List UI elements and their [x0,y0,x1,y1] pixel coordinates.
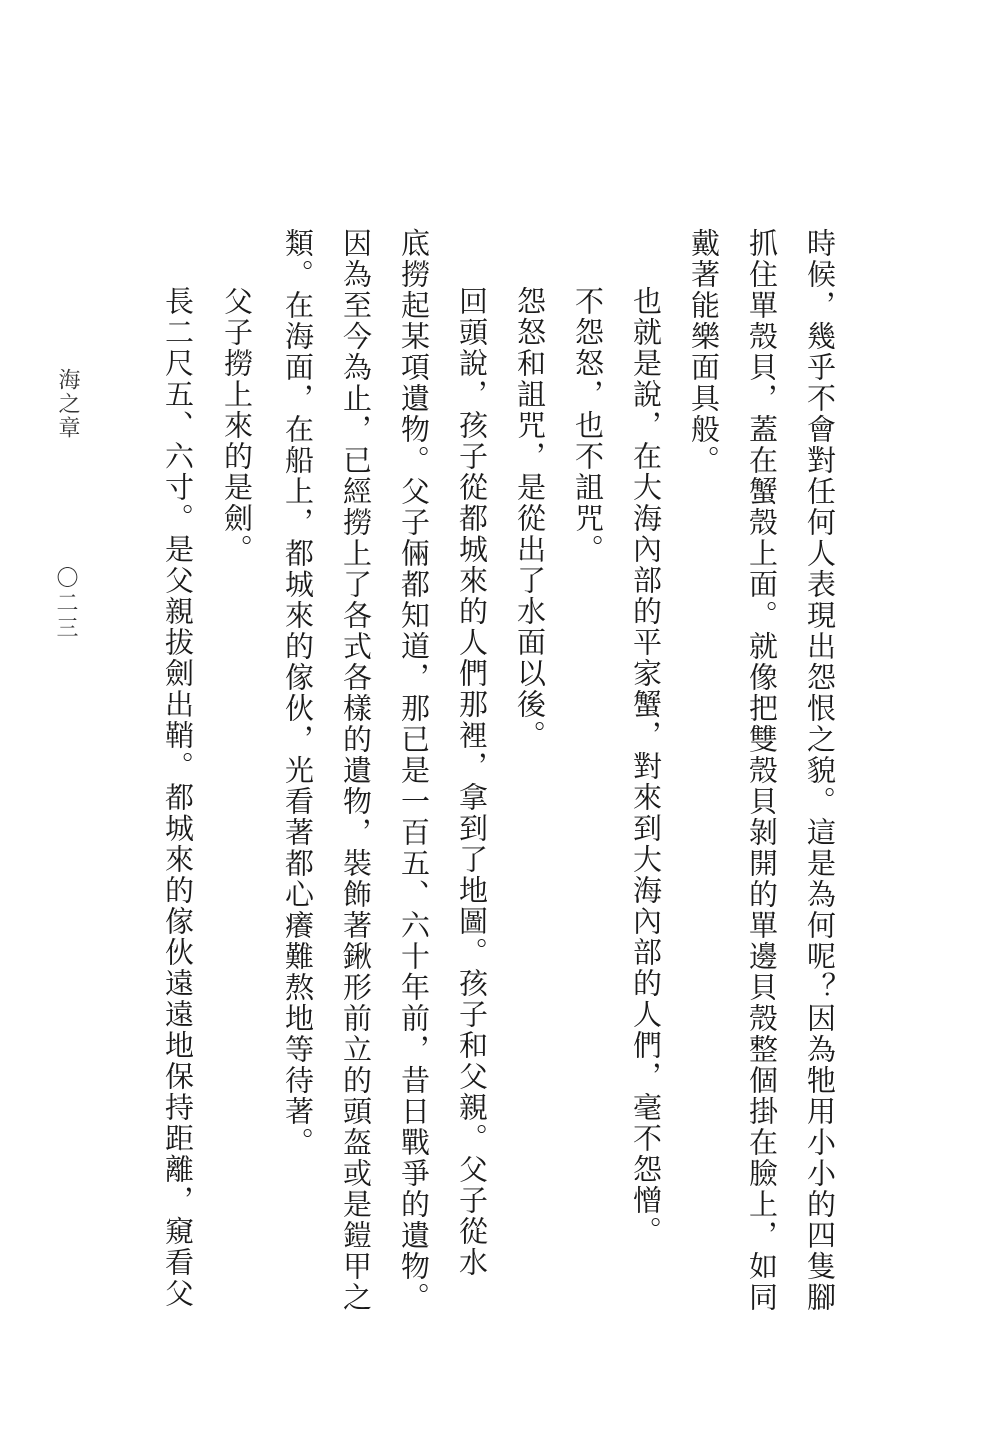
running-title: 海之章 [55,368,80,440]
text-line-9: 因為至今為止，已經撈上了各式各樣的遺物，裝飾著鍬形前立的頭盔或是鎧甲之 [339,228,373,1313]
text-line-6: 怨怒和詛咒，是從出了水面以後。 [513,286,547,751]
text-line-2: 抓住單殼貝，蓋在蟹殼上面。就像把雙殼貝剝開的單邊貝殼整個掛在臉上，如同 [745,228,779,1313]
text-line-4: 也就是說，在大海內部的平家蟹，對來到大海內部的人們，毫不怨憎。 [629,286,663,1247]
text-line-1: 時候，幾乎不會對任何人表現出怨恨之貌。這是為何呢？因為牠用小小的四隻腳 [803,228,837,1313]
page-number: 〇二三 [53,566,78,641]
text-line-5: 不怨怒，也不詛咒。 [571,286,605,565]
text-line-12: 長二尺五、六寸。是父親拔劍出鞘。都城來的傢伙遠遠地保持距離，窺看父 [161,286,195,1309]
text-line-11: 父子撈上來的是劍。 [220,286,254,565]
text-line-8: 底撈起某項遺物。父子倆都知道，那已是一百五、六十年前，昔日戰爭的遺物。 [397,228,431,1313]
text-line-7: 回頭說，孩子從都城來的人們那裡，拿到了地圖。孩子和父親。父子從水 [455,286,489,1278]
text-line-10: 類。在海面，在船上，都城來的傢伙，光看著都心癢難熬地等待著。 [281,228,315,1158]
text-line-3: 戴著能樂面具般。 [687,228,721,476]
